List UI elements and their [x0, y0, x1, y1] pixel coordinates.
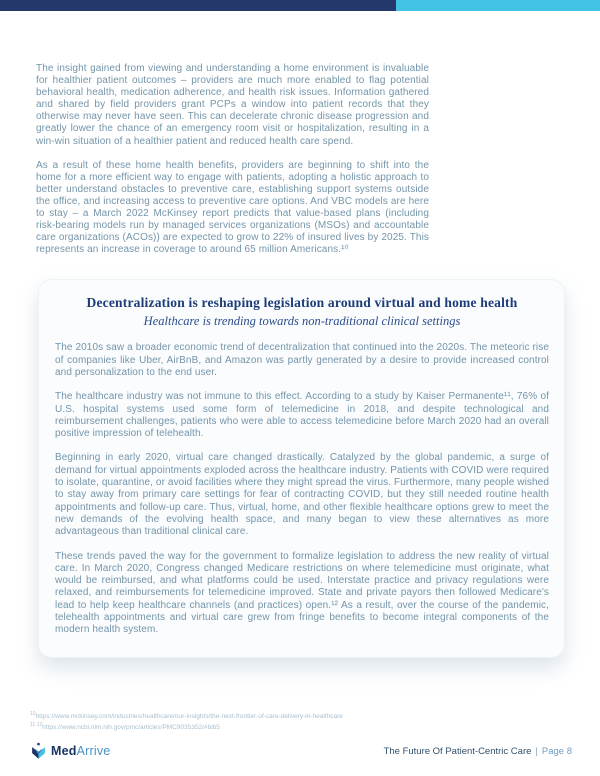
footnote-line — [30, 710, 590, 721]
brand-med-text: Med — [51, 744, 77, 758]
footnote-line — [30, 721, 590, 732]
top-accent-bar — [0, 0, 600, 11]
brand-wordmark — [51, 744, 110, 758]
card-subheading: Healthcare is trending towards non-traditional clinical settings — [143, 314, 461, 329]
footnote-link-ncbi[interactable]: https://www.ncbi.nlm.nih.gov/pmc/articles/PMC9035352/#bib5 — [42, 724, 220, 732]
top-bar-navy-segment — [0, 0, 396, 11]
footnote-link-mckinsey[interactable]: https://www.mckinsey.com/industries/healthcare/our-insights/the-next-frontier-of-care-delivery-in-healthcare — [35, 713, 343, 721]
brand-arrive-text: Arrive — [76, 744, 111, 758]
card-paragraph: Beginning in early 2020, virtual care changed drastically. Catalyzed by the global pandemic, a surge of demand for virtual appointments exploded across the healthcare industry. Patients with COVID were required to isolate, quarantine, or avoid facilities where they might spread the virus. Furthermore, many people wished to stay away from primary care settings for fear of contracting COVID, but they still needed routine health appointments and follow-up care. Thus, virtual, home, and other flexible healthcare options grew to meet the new demands of the evolving health space, and many began to view these alternatives as more advantageous than traditional clinical care. — [55, 452, 549, 538]
card-paragraph: The 2010s saw a broader economic trend of decentralization that continued into the 2020s. The meteoric rise of companies like Uber, AirBnB, and Amazon was partly generated by a desire to provide increased control and personalization to the end user. — [55, 342, 549, 378]
page-number: Page 8 — [541, 745, 572, 757]
document-title: The Future Of Patient-Centric Care — [383, 745, 532, 757]
card-body — [55, 342, 549, 636]
footer-separator: | — [535, 745, 538, 757]
footnote-marker: 11 12 — [30, 722, 43, 729]
card-paragraph: These trends paved the way for the government to formalize legislation to address the new reality of virtual care. In March 2020, Congress changed Medicare restrictions on where telemedicine must originate, what would be reimbursed, and what platforms could be used. Interstate practice and privacy regulations were relaxed, and reimbursements for telemedicine improved. State and private payors then followed Medicare's lead to help keep healthcare channels (and practices) open.¹² As a result, over the course of the pandemic, telehealth appointments and virtual care grew from fringe benefits to become integral components of the modern health system. — [55, 550, 549, 636]
card-paragraph: The healthcare industry was not immune to this effect. According to a study by Kaiser Permanente¹¹, 76% of U.S. hospital systems used some form of telemedicine in 2018, and despite technological and reimbursement challenges, patients who were able to access telemedicine before March 2020 had an overall positive impression of telehealth. — [55, 391, 549, 440]
intro-paragraph: The insight gained from viewing and understanding a home environment is invaluable for healthier patient outcomes – providers are much more enabled to flag potential behavioral health, medication adherence, and health risk issues. Information gathered and shared by field providers grant PCPs a window into patient records that they otherwise may never have seen. This can decelerate chronic disease progression and greatly lower the chance of an emergency room visit or hospitalization, resulting in a win-win situation of a healthier patient and reduced health care spend. — [36, 63, 429, 147]
footnote-marker: 10 — [30, 711, 36, 717]
intro-section — [36, 63, 429, 256]
top-bar-cyan-segment — [396, 0, 600, 11]
footnotes-section — [30, 710, 590, 732]
footer-page-info — [384, 746, 572, 757]
heart-logo-icon — [30, 742, 47, 760]
page-footer — [30, 742, 572, 760]
medarrive-logo — [30, 742, 110, 760]
card-heading: Decentralization is reshaping legislation around virtual and home health — [86, 295, 518, 311]
decentralization-card — [38, 279, 565, 657]
intro-paragraph: As a result of these home health benefits, providers are beginning to shift into the home for a more efficient way to engage with patients, adopting a holistic approach to better understand obstacles to preventive care, establishing support systems outside the office, and increasing access to preventive care options. And VBC models are here to stay – a March 2022 McKinsey report predicts that value-based plans (including risk-bearing models run by managed services organizations (MSOs) and accountable care organizations (ACOs)) are expected to grow to 22% of insured lives by 2025. This represents an increase in coverage to around 65 million Americans.¹⁰ — [36, 159, 429, 256]
